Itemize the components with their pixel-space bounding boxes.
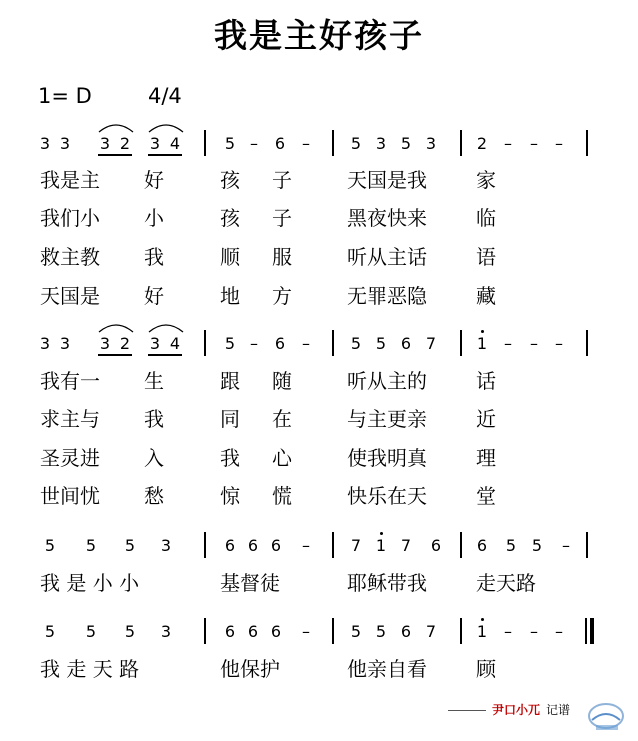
- slur: [96, 321, 136, 333]
- lyric: 好: [144, 168, 164, 192]
- note: –: [504, 134, 512, 153]
- slur: [146, 321, 186, 333]
- note: 6: [430, 536, 442, 555]
- note: 3: [149, 334, 161, 353]
- lyric: 黑夜快来: [347, 206, 427, 230]
- barline: [332, 618, 334, 644]
- note: 6: [247, 536, 259, 555]
- lyric: 我们小: [40, 206, 100, 230]
- lyric: 我 是 小 小: [40, 571, 140, 595]
- lyric: 惊: [220, 484, 240, 508]
- note: 6: [224, 622, 236, 641]
- note: –: [555, 622, 563, 641]
- note: 5: [375, 622, 387, 641]
- underline: [148, 154, 182, 156]
- lyric: 基督徒: [220, 571, 280, 595]
- lyric: 入: [144, 446, 164, 470]
- lyric: 跟: [220, 369, 240, 393]
- high-octave-dot: [481, 330, 484, 333]
- lyric: 我是主: [40, 168, 100, 192]
- final-barline-thick: [590, 618, 594, 644]
- lyric: 耶稣带我: [347, 571, 427, 595]
- note: –: [555, 134, 563, 153]
- lyric: 听从主话: [347, 245, 427, 269]
- note: 7: [350, 536, 362, 555]
- note: –: [302, 622, 310, 641]
- lyric: 在: [272, 407, 292, 431]
- lyric: 走天路: [476, 571, 536, 595]
- note: –: [302, 134, 310, 153]
- high-octave-dot: [380, 532, 383, 535]
- note: 7: [400, 536, 412, 555]
- note: 3: [59, 134, 71, 153]
- lyric: 无罪恶隐: [347, 284, 427, 308]
- note: 5: [85, 536, 97, 555]
- note: –: [562, 536, 570, 555]
- transcriber-credit: [448, 701, 570, 718]
- lyric: 藏: [476, 284, 496, 308]
- lyric: 听从主的: [347, 369, 427, 393]
- note: 6: [400, 334, 412, 353]
- lyric: 孩: [220, 168, 240, 192]
- barline: [204, 130, 206, 156]
- high-octave-dot: [481, 618, 484, 621]
- note: 3: [99, 134, 111, 153]
- lyric: 孩: [220, 206, 240, 230]
- lyric: 理: [476, 446, 496, 470]
- note: 3: [99, 334, 111, 353]
- barline: [586, 130, 588, 156]
- note: 5: [124, 536, 136, 555]
- barline: [460, 130, 462, 156]
- lyric: 堂: [476, 484, 496, 508]
- barline: [460, 618, 462, 644]
- lyric: 与主更亲: [347, 407, 427, 431]
- note: 5: [350, 334, 362, 353]
- note: 6: [476, 536, 488, 555]
- note: 7: [425, 622, 437, 641]
- final-barline-thin: [585, 618, 587, 644]
- note: 3: [39, 134, 51, 153]
- lyric: 天国是我: [347, 168, 427, 192]
- lyric: 我: [220, 446, 240, 470]
- underline: [148, 354, 182, 356]
- slur: [146, 121, 186, 133]
- note: 2: [119, 334, 131, 353]
- time-signature: 4/4: [148, 84, 182, 108]
- note: 3: [375, 134, 387, 153]
- watermark-logo-icon: [586, 698, 626, 732]
- note: –: [530, 622, 538, 641]
- note: –: [530, 334, 538, 353]
- note: 5: [531, 536, 543, 555]
- lyric: 顾: [476, 657, 496, 681]
- note: –: [530, 134, 538, 153]
- lyric: 使我明真: [347, 446, 427, 470]
- note: 1: [375, 536, 387, 555]
- note: 5: [505, 536, 517, 555]
- lyric: 随: [272, 369, 292, 393]
- lyric: 他亲自看: [347, 657, 427, 681]
- note: 5: [350, 622, 362, 641]
- lyric: 临: [476, 206, 496, 230]
- note: 4: [169, 134, 181, 153]
- barline: [460, 532, 462, 558]
- note: 6: [224, 536, 236, 555]
- barline: [586, 532, 588, 558]
- lyric: 地: [220, 284, 240, 308]
- lyric: 子: [272, 168, 292, 192]
- note: 3: [59, 334, 71, 353]
- note: 5: [375, 334, 387, 353]
- note: 6: [400, 622, 412, 641]
- lyric: 天国是: [40, 284, 100, 308]
- note: –: [250, 334, 258, 353]
- lyric: 我: [144, 245, 164, 269]
- note: 7: [425, 334, 437, 353]
- lyric: 快乐在天: [347, 484, 427, 508]
- lyric: 圣灵进: [40, 446, 100, 470]
- note: –: [302, 536, 310, 555]
- note: 5: [85, 622, 97, 641]
- note: 3: [425, 134, 437, 153]
- note: 2: [119, 134, 131, 153]
- note: 6: [270, 536, 282, 555]
- credit-author: 尹口小兀: [492, 703, 541, 717]
- note: 3: [149, 134, 161, 153]
- note: 6: [247, 622, 259, 641]
- lyric: 世间忧: [40, 484, 100, 508]
- note: 5: [124, 622, 136, 641]
- lyric: 服: [272, 245, 292, 269]
- lyric: 子: [272, 206, 292, 230]
- note: 5: [44, 536, 56, 555]
- note: 3: [39, 334, 51, 353]
- note: 1: [476, 334, 488, 353]
- note: –: [504, 334, 512, 353]
- barline: [204, 532, 206, 558]
- lyric: 心: [272, 446, 292, 470]
- credit-dash: [448, 710, 486, 711]
- note: 4: [169, 334, 181, 353]
- lyric: 我有一: [40, 369, 100, 393]
- barline: [204, 618, 206, 644]
- lyric: 方: [272, 284, 292, 308]
- note: –: [504, 622, 512, 641]
- note: 1: [476, 622, 488, 641]
- lyric: 我: [144, 407, 164, 431]
- lyric: 近: [476, 407, 496, 431]
- note: 6: [270, 622, 282, 641]
- lyric: 愁: [144, 484, 164, 508]
- lyric: 顺: [220, 245, 240, 269]
- lyric: 同: [220, 407, 240, 431]
- note: 5: [44, 622, 56, 641]
- barline: [460, 330, 462, 356]
- lyric: 我 走 天 路: [40, 657, 140, 681]
- underline: [98, 154, 132, 156]
- note: –: [250, 134, 258, 153]
- lyric: 救主教: [40, 245, 100, 269]
- barline: [204, 330, 206, 356]
- note: 6: [274, 134, 286, 153]
- note: 3: [160, 622, 172, 641]
- page-title: 我是主好孩子: [214, 16, 424, 55]
- lyric: 求主与: [40, 407, 100, 431]
- lyric: 慌: [272, 484, 292, 508]
- note: 6: [274, 334, 286, 353]
- note: 5: [224, 134, 236, 153]
- note: –: [302, 334, 310, 353]
- key-signature: 1= D: [38, 84, 92, 108]
- note: 5: [400, 134, 412, 153]
- underline: [98, 354, 132, 356]
- barline: [332, 330, 334, 356]
- lyric: 话: [476, 369, 496, 393]
- note: 2: [476, 134, 488, 153]
- note: –: [555, 334, 563, 353]
- lyric: 语: [476, 245, 496, 269]
- lyric: 他保护: [220, 657, 280, 681]
- note: 5: [350, 134, 362, 153]
- barline: [332, 130, 334, 156]
- lyric: 家: [476, 168, 496, 192]
- credit-suffix: 记谱: [546, 703, 571, 717]
- lyric: 小: [144, 206, 164, 230]
- lyric: 好: [144, 284, 164, 308]
- note: 5: [224, 334, 236, 353]
- slur: [96, 121, 136, 133]
- barline: [586, 330, 588, 356]
- note: 3: [160, 536, 172, 555]
- lyric: 生: [144, 369, 164, 393]
- barline: [332, 532, 334, 558]
